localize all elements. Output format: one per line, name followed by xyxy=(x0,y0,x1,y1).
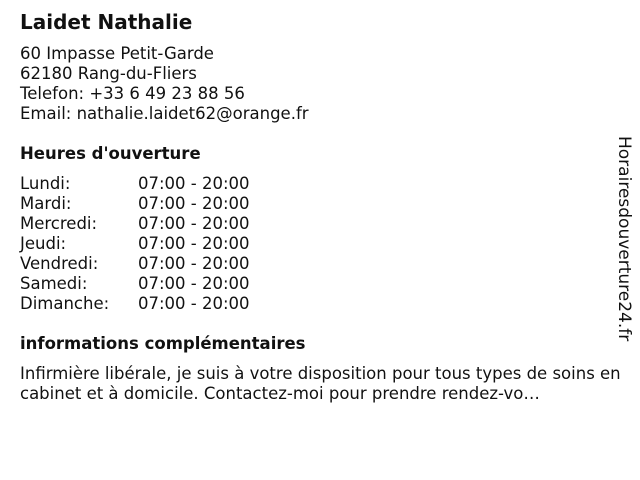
hours-day: Dimanche: xyxy=(20,294,110,313)
hours-row-tuesday xyxy=(20,194,250,214)
city-address: 62180 Rang-du-Fliers xyxy=(20,64,197,83)
business-name: Laidet Nathalie xyxy=(20,10,193,34)
hours-time: 07:00 - 20:00 xyxy=(138,254,250,273)
hours-time: 07:00 - 20:00 xyxy=(138,194,250,213)
street-address: 60 Impasse Petit-Garde xyxy=(20,44,214,63)
hours-row-friday xyxy=(20,254,250,274)
hours-time: 07:00 - 20:00 xyxy=(138,274,250,293)
hours-time: 07:00 - 20:00 xyxy=(138,294,250,313)
hours-row-saturday xyxy=(20,274,250,294)
contact-block xyxy=(20,44,309,124)
hours-day: Samedi: xyxy=(20,274,88,293)
hours-time: 07:00 - 20:00 xyxy=(138,214,250,233)
additional-info-heading: informations complémentaires xyxy=(20,334,306,353)
phone-number: Telefon: +33 6 49 23 88 56 xyxy=(20,84,245,103)
hours-day: Jeudi: xyxy=(20,234,67,253)
hours-day: Vendredi: xyxy=(20,254,99,273)
hours-time: 07:00 - 20:00 xyxy=(138,234,250,253)
hours-row-thursday xyxy=(20,234,250,254)
hours-row-wednesday xyxy=(20,214,250,234)
opening-hours-heading: Heures d'ouverture xyxy=(20,144,201,163)
email-address: Email: nathalie.laidet62@orange.fr xyxy=(20,104,309,123)
hours-day: Mercredi: xyxy=(20,214,98,233)
opening-hours-table xyxy=(20,174,250,314)
hours-time: 07:00 - 20:00 xyxy=(138,174,250,193)
hours-day: Mardi: xyxy=(20,194,72,213)
hours-row-sunday xyxy=(20,294,250,314)
site-watermark: Horairesdouverture24.fr xyxy=(614,136,634,342)
hours-row-monday xyxy=(20,174,250,194)
description-text: Infirmière libérale, je suis à votre disposition pour tous types de soins en cabinet et à domicile. Contactez-moi pour prendre rendez-vo… xyxy=(20,364,621,403)
hours-day: Lundi: xyxy=(20,174,71,193)
